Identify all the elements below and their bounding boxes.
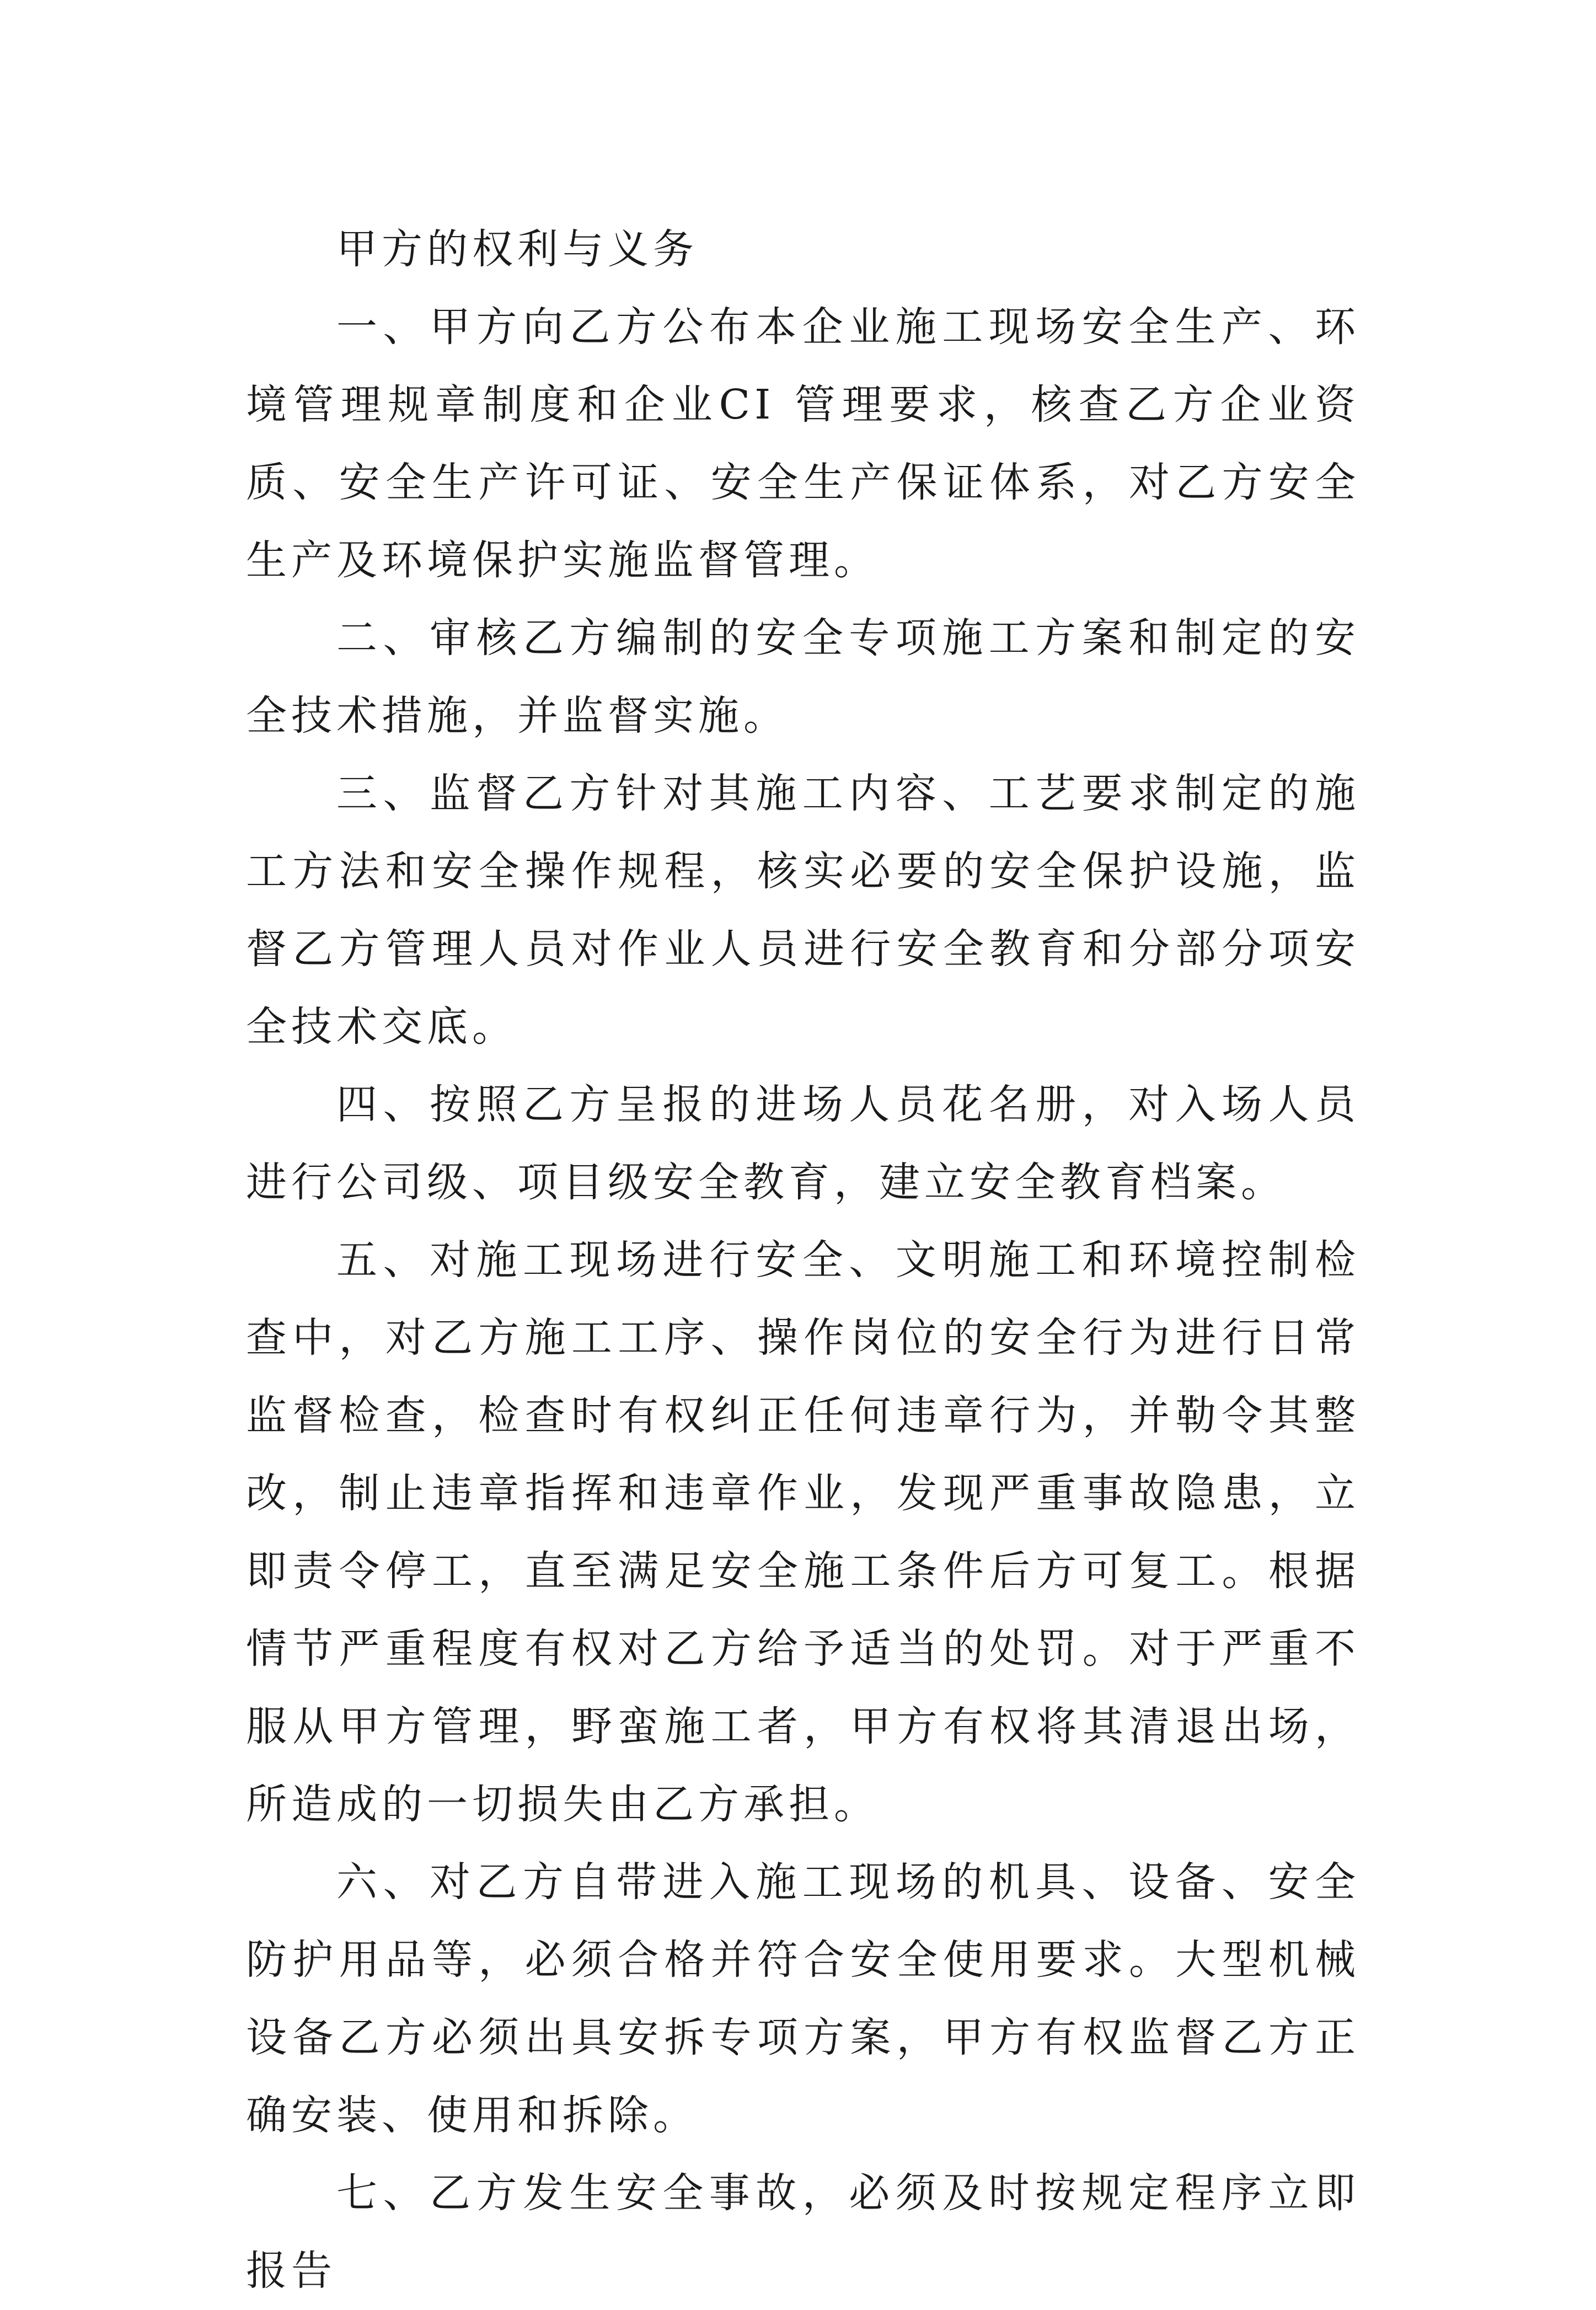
paragraph-3: 三、监督乙方针对其施工内容、工艺要求制定的施工方法和安全操作规程，核实必要的安全保护设施，监督乙方管理人员对作业人员进行安全教育和分部分项安全技术交底。 bbox=[246, 770, 1360, 1051]
paragraph-1: 一、甲方向乙方公布本企业施工现场安全生产、环境管理规章制度和企业CI 管理要求，核查乙方企业资质、安全生产许可证、安全生产保证体系，对乙方安全生产及环境保护实施监督管理。 bbox=[246, 303, 1360, 584]
paragraph-4: 四、按照乙方呈报的进场人员花名册，对入场人员进行公司级、项目级安全教育，建立安全教育档案。 bbox=[246, 1081, 1360, 1206]
paragraph-5: 五、对施工现场进行安全、文明施工和环境控制检查中，对乙方施工工序、操作岗位的安全行为进行日常监督检查，检查时有权纠正任何违章行为，并勒令其整改，制止违章指挥和违章作业，发现严重事故隐患，立即责令停工，直至满足安全施工条件后方可复工。根据情节严重程度有权对乙方给予适当的处罚。对于严重不服从甲方管理，野蛮施工者，甲方有权将其清退出场，所造成的一切损失由乙方承担。 bbox=[246, 1236, 1360, 1828]
paragraph-2: 二、审核乙方编制的安全专项施工方案和制定的安全技术措施，并监督实施。 bbox=[246, 614, 1360, 739]
paragraph-6: 六、对乙方自带进入施工现场的机具、设备、安全防护用品等，必须合格并符合安全使用要求。大型机械设备乙方必须出具安拆专项方案，甲方有权监督乙方正确安装、使用和拆除。 bbox=[246, 1858, 1360, 2139]
document-body bbox=[246, 211, 1360, 2310]
section-heading: 甲方的权利与义务 bbox=[336, 226, 698, 273]
paragraph-7: 七、乙方发生安全事故，必须及时按规定程序立即报告 bbox=[246, 2169, 1360, 2295]
